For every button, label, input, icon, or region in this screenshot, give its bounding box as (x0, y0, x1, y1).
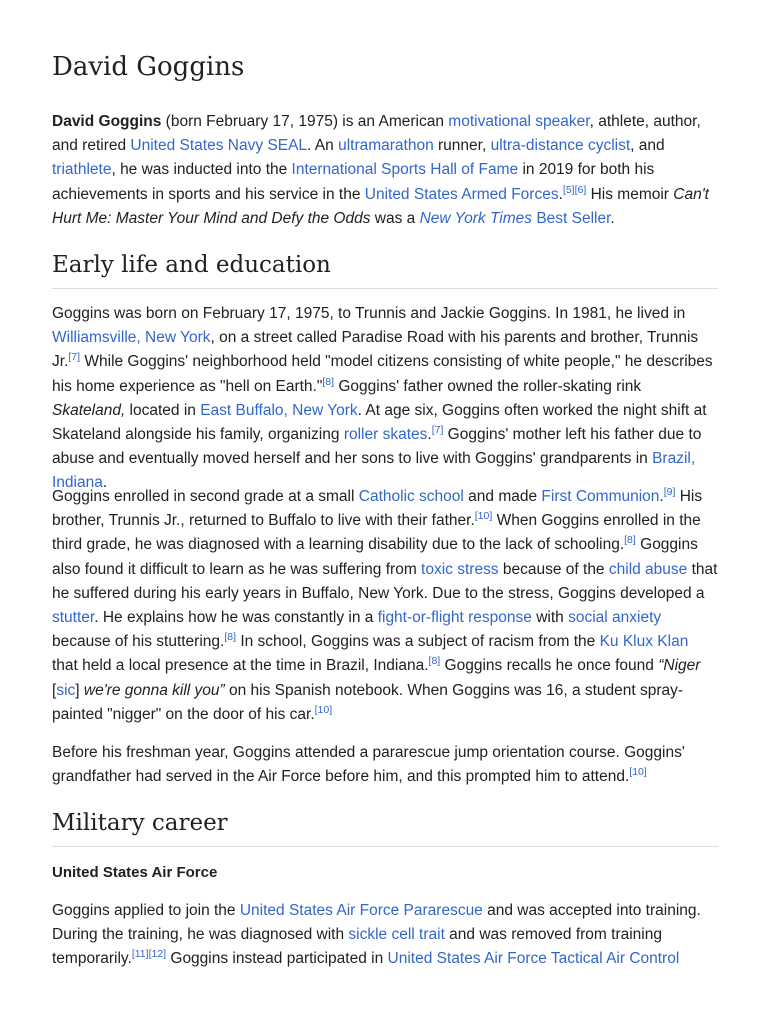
early-life-paragraph-1 (52, 302, 718, 496)
subsection-heading-air-force: United States Air Force (52, 864, 218, 881)
page-title: David Goggins (52, 52, 245, 82)
link-sic[interactable]: sic (56, 681, 76, 699)
text: and was removed from training temporarily. (52, 926, 662, 968)
link-air-force-pararescue[interactable]: United States Air Force Pararescue (239, 902, 483, 919)
text: , he was inducted into the (111, 161, 292, 179)
link-brazil-indiana[interactable]: Brazil, Indiana (52, 450, 696, 492)
link-new-york-times[interactable] (420, 210, 532, 227)
link-sickle-cell-trait[interactable]: sickle cell trait (348, 926, 445, 944)
text: Goggins enrolled in second grade at a small (52, 488, 359, 505)
reference-11[interactable]: [11] (131, 948, 149, 961)
text: because of the (498, 560, 609, 578)
nyt-text: New York Times (419, 209, 533, 227)
text: When Goggins enrolled in the third grade, he was diagnosed with a learning disability due to the lack of schooling. (52, 512, 701, 554)
link-ultramarathon[interactable]: ultramarathon (338, 137, 434, 155)
link-roller-skates[interactable]: roller skates (343, 426, 428, 444)
text: located in (125, 401, 201, 419)
link-best-seller[interactable]: Best Seller (532, 209, 611, 227)
text: . (659, 488, 664, 505)
text: Goggins recalls he once found (440, 657, 659, 675)
text: runner, (433, 137, 491, 155)
text: . He explains how he was constantly in a (94, 609, 378, 627)
link-ku-klux-klan[interactable]: Ku Klux Klan (599, 633, 689, 651)
text: in 2019 for both his achievements in sports and his service in the (52, 161, 655, 203)
text: . At age six, Goggins often worked the night shift at Skateland alongside his family, organizing (52, 401, 707, 444)
intro-paragraph (52, 110, 718, 231)
reference-5[interactable]: [5] (562, 183, 575, 196)
text: (born February 17, 1975) is an American (161, 113, 449, 130)
link-toxic-stress[interactable]: toxic stress (421, 560, 499, 578)
early-life-paragraph-2 (52, 485, 718, 727)
text: , athlete, author, and retired (52, 113, 701, 155)
text: Before his freshman year, Goggins attended a pararescue jump orientation course. Goggins' grandfather had served in the Air Force before him, and this prompted him to attend. (52, 744, 685, 786)
text: . (102, 474, 108, 492)
text: His brother, Trunnis Jr., returned to Buffalo to live with their father. (52, 488, 703, 530)
link-fight-or-flight[interactable]: fight-or-flight response (377, 609, 532, 627)
link-hall-of-fame[interactable]: International Sports Hall of Fame (291, 161, 519, 179)
text: . (427, 426, 432, 444)
text: , on a street called Paradise Road with his parents and brother, Trunnis Jr. (52, 329, 699, 371)
text: that held a local presence at the time in Brazil, Indiana. (52, 657, 429, 675)
text: Goggins applied to join the (52, 902, 240, 919)
reference-12[interactable]: [12] (148, 948, 167, 961)
reference-10[interactable]: [10] (314, 703, 333, 716)
military-paragraph-1 (52, 899, 718, 972)
link-triathlete[interactable]: triathlete (52, 161, 112, 179)
text: Goggins instead participated in (166, 950, 388, 968)
text: Goggins was born on February 17, 1975, to Trunnis and Jackie Goggins. In 1981, he lived in (52, 305, 686, 322)
text: because of his stuttering. (52, 633, 225, 651)
text: , and (630, 137, 665, 155)
reference-7[interactable]: [7] (431, 423, 444, 436)
skateland-text: Skateland, (52, 401, 126, 419)
early-life-paragraph-3 (52, 741, 718, 789)
text: Goggins' father owned the roller-skating rink (334, 377, 642, 395)
link-catholic-school[interactable]: Catholic school (358, 488, 464, 505)
reference-7[interactable]: [7] (68, 351, 81, 364)
reference-9[interactable]: [9] (663, 485, 676, 498)
link-motivational-speaker[interactable]: motivational speaker (448, 113, 590, 130)
reference-8[interactable]: [8] (428, 655, 441, 668)
section-heading-early-life: Early life and education (52, 252, 718, 289)
link-navy-seal[interactable]: United States Navy SEAL (130, 137, 308, 155)
section-heading-military-career: Military career (52, 810, 718, 847)
link-social-anxiety[interactable]: social anxiety (568, 609, 662, 627)
reference-8[interactable]: [8] (624, 534, 636, 547)
text: and made (463, 488, 542, 505)
quote-text: we're gonna kill you” (79, 681, 225, 699)
link-williamsville[interactable]: Williamsville, New York (52, 329, 211, 347)
text: [ (52, 681, 57, 699)
link-stutter[interactable]: stutter (52, 609, 95, 627)
link-child-abuse[interactable]: child abuse (608, 560, 688, 578)
text: was a (370, 209, 420, 227)
reference-6[interactable]: [6] (574, 183, 587, 196)
reference-8[interactable]: [8] (224, 631, 237, 644)
text: ] (75, 681, 80, 699)
text: . (610, 209, 615, 227)
link-ultra-distance-cyclist[interactable]: ultra-distance cyclist (490, 137, 631, 155)
bold-name: David Goggins (52, 113, 162, 130)
text: and was accepted into training. During the training, he was diagnosed with (52, 902, 701, 944)
text: His memoir (586, 185, 674, 203)
reference-10[interactable]: [10] (474, 510, 493, 523)
memoir-title: Can't Hurt Me: Master Your Mind and Defy the Odds (52, 185, 709, 227)
link-first-communion[interactable]: First Communion (541, 488, 660, 505)
text: that he suffered during his early years in Buffalo, New York. Due to the stress, Goggins developed a (52, 560, 718, 602)
quote-text: “Niger (658, 657, 701, 675)
text: with (531, 609, 569, 627)
text: . An (307, 137, 339, 155)
text: In school, Goggins was a subject of racism from the (236, 633, 600, 651)
text: . (558, 185, 563, 203)
link-armed-forces[interactable]: United States Armed Forces (364, 185, 559, 203)
text: Goggins also found it difficult to learn as he was suffering from (52, 536, 698, 578)
text: While Goggins' neighborhood held "model citizens consisting of white people," he describes his home experience as "hell on Earth." (52, 353, 713, 395)
reference-8[interactable]: [8] (322, 375, 335, 388)
link-east-buffalo[interactable]: East Buffalo, New York (200, 401, 358, 419)
text: on his Spanish notebook. When Goggins was 16, a student spray-painted "nigger" on the door of his car. (52, 681, 684, 723)
text: Goggins' mother left his father due to abuse and eventually moved herself and her sons to live with Goggins' grandparents in (52, 426, 702, 468)
reference-10[interactable]: [10] (629, 766, 647, 779)
link-tactical-air-control[interactable]: United States Air Force Tactical Air Control (387, 950, 680, 968)
